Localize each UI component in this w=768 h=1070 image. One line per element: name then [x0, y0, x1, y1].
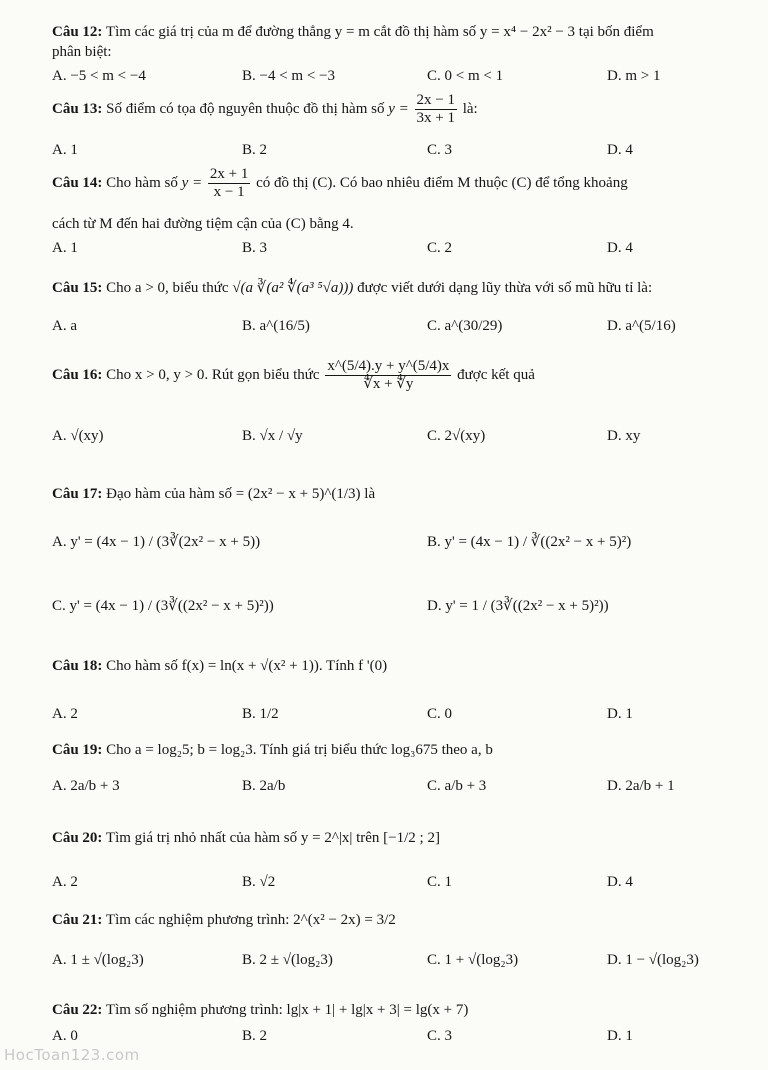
- option-b[interactable]: B. 3: [242, 240, 268, 256]
- options-14: [52, 240, 752, 262]
- question-number: Câu 14:: [52, 174, 103, 191]
- option-c[interactable]: C. y' = (4x − 1) / (3∛((2x² − x + 5)²)): [52, 598, 274, 614]
- options-16: [52, 428, 752, 450]
- question-13: Câu 13: Số điểm có tọa độ nguyên thuộc đồ thị hàm số y = $\frac{2x - 1}{3x + 1}$ là:: [52, 92, 478, 126]
- option-b[interactable]: B. 2: [242, 142, 268, 158]
- option-d[interactable]: D. 1 − √(log₂3): [607, 952, 699, 968]
- option-a[interactable]: A. −5 < m < −4: [52, 68, 146, 84]
- option-a[interactable]: A. 1 ± √(log₂3): [52, 952, 144, 968]
- fraction: [415, 92, 457, 127]
- question-stem-continued: cách từ M đến hai đường tiệm cận của (C) bằng 4.: [52, 216, 354, 232]
- options-15: [52, 318, 752, 340]
- question-stem: Cho x > 0, y > 0. Rút gọn biểu thức: [106, 366, 320, 383]
- question-number: Câu 17:: [52, 486, 103, 502]
- options-12: [52, 68, 752, 90]
- question-number: Câu 18:: [52, 658, 103, 674]
- question-stem: Tìm các giá trị của m để đường thẳng y = m cắt đồ thị hàm số y = x⁴ − 2x² − 3 tại bốn điểm: [105, 24, 654, 40]
- option-a[interactable]: A. 2: [52, 706, 78, 722]
- option-b[interactable]: B. √2: [242, 874, 276, 890]
- question-stem: Tìm giá trị nhỏ nhất của hàm số y = 2^|x| trên [−1/2 ; 2]: [105, 830, 440, 846]
- question-18: [52, 656, 738, 676]
- option-d[interactable]: D. 1: [607, 1028, 633, 1044]
- options-13: [52, 142, 752, 164]
- option-a[interactable]: A. 2: [52, 874, 78, 890]
- question-20: [52, 828, 738, 848]
- fraction: [208, 166, 250, 201]
- option-a[interactable]: A. 1: [52, 142, 78, 158]
- options-17-row-2: [52, 596, 752, 618]
- option-a[interactable]: A. y' = (4x − 1) / (3∛(2x² − x + 5)): [52, 534, 261, 550]
- option-d[interactable]: D. 2a/b + 1: [607, 778, 675, 794]
- option-d[interactable]: D. 4: [607, 874, 633, 890]
- option-d[interactable]: D. 4: [607, 142, 633, 158]
- fraction-denominator: ∜x + ∜y: [363, 376, 414, 392]
- question-14-line-2: [52, 214, 738, 234]
- option-a[interactable]: A. 0: [52, 1028, 78, 1044]
- question-stem: Cho hàm số f(x) = ln(x + √(x² + 1)). Tính f '(0): [106, 658, 388, 674]
- options-22: [52, 1028, 752, 1050]
- fraction-numerator: 2x + 1: [209, 166, 249, 182]
- options-19: [52, 778, 752, 800]
- question-21: [52, 910, 738, 930]
- option-b[interactable]: B. 2 ± √(log₂3): [242, 952, 333, 968]
- watermark: HocToan123.com: [4, 1046, 140, 1064]
- option-c[interactable]: C. 2√(xy): [427, 428, 486, 444]
- question-stem-mid: có đồ thị (C). Có bao nhiêu điểm M thuộc (C) để tổng khoảng: [256, 174, 628, 191]
- option-a[interactable]: A. 2a/b + 3: [52, 778, 120, 794]
- question-number: Câu 12:: [52, 24, 103, 40]
- option-d[interactable]: D. y' = 1 / (3∛((2x² − x + 5)²)): [427, 598, 609, 614]
- question-number: Câu 15:: [52, 280, 103, 296]
- option-c[interactable]: C. 3: [427, 142, 453, 158]
- question-stem: Cho hàm số: [106, 174, 178, 191]
- question-stem: Cho a = log₂5; b = log₂3. Tính giá trị biểu thức log₃675 theo a, b: [106, 742, 493, 758]
- option-d[interactable]: D. 4: [607, 240, 633, 256]
- fraction-numerator: x^(5/4).y + y^(5/4)x: [327, 358, 450, 374]
- options-21: [52, 952, 752, 974]
- question-22: [52, 1000, 738, 1020]
- fraction-denominator: 3x + 1: [416, 110, 455, 126]
- question-17: [52, 484, 738, 504]
- question-stem-end: được viết dưới dạng lũy thừa với số mũ hữu tỉ là:: [357, 280, 653, 296]
- option-a[interactable]: A. a: [52, 318, 77, 334]
- option-c[interactable]: C. 2: [427, 240, 453, 256]
- option-a[interactable]: A. 1: [52, 240, 78, 256]
- question-stem: Tìm số nghiệm phương trình: lg|x + 1| + lg|x + 3| = lg(x + 7): [105, 1002, 469, 1018]
- option-c[interactable]: C. a^(30/29): [427, 318, 503, 334]
- option-d[interactable]: D. 1: [607, 706, 633, 722]
- question-stem: Đạo hàm của hàm số = (2x² − x + 5)^(1/3) là: [106, 486, 376, 502]
- question-number: Câu 21:: [52, 912, 103, 928]
- fraction: [325, 358, 451, 393]
- question-stem-end: được kết quả: [457, 366, 535, 383]
- question-stem: Số điểm có tọa độ nguyên thuộc đồ thị hàm số: [106, 100, 385, 117]
- option-c[interactable]: C. 0: [427, 706, 453, 722]
- option-b[interactable]: B. 1/2: [242, 706, 279, 722]
- question-number: Câu 16:: [52, 366, 103, 383]
- option-d[interactable]: D. a^(5/16): [607, 318, 676, 334]
- option-b[interactable]: B. √x / √y: [242, 428, 303, 444]
- option-d[interactable]: D. m > 1: [607, 68, 661, 84]
- option-c[interactable]: C. 3: [427, 1028, 453, 1044]
- option-b[interactable]: B. 2: [242, 1028, 268, 1044]
- option-d[interactable]: D. xy: [607, 428, 641, 444]
- option-c[interactable]: C. 1: [427, 874, 453, 890]
- fraction-denominator: x − 1: [213, 184, 245, 200]
- question-14: Câu 14: Cho hàm số y = $\frac{2x + 1}{x - 1}$ có đồ thị (C). Có bao nhiêu điểm M thuộc (C) để tổng khoảng: [52, 166, 628, 200]
- radical-expression: √(a ∛(a² ∜(a³ ⁵√a))): [232, 280, 354, 296]
- question-number: Câu 22:: [52, 1002, 103, 1018]
- question-number: Câu 20:: [52, 830, 103, 846]
- option-b[interactable]: B. y' = (4x − 1) / ∛((2x² − x + 5)²): [427, 534, 632, 550]
- option-a[interactable]: A. √(xy): [52, 428, 104, 444]
- question-stem: Tìm các nghiệm phương trình: 2^(x² − 2x) = 3/2: [105, 912, 396, 928]
- option-b[interactable]: B. −4 < m < −3: [242, 68, 336, 84]
- option-b[interactable]: B. a^(16/5): [242, 318, 310, 334]
- options-17-row-1: [52, 532, 752, 554]
- question-stem-continued: phân biệt:: [52, 44, 112, 60]
- options-20: [52, 874, 752, 896]
- option-c[interactable]: C. 0 < m < 1: [427, 68, 504, 84]
- question-number: Câu 13:: [52, 100, 103, 117]
- question-stem-end: là:: [462, 100, 478, 117]
- option-b[interactable]: B. 2a/b: [242, 778, 286, 794]
- question-16: [52, 358, 738, 393]
- option-c[interactable]: C. a/b + 3: [427, 778, 487, 794]
- option-c[interactable]: C. 1 + √(log₂3): [427, 952, 519, 968]
- question-15: [52, 278, 738, 298]
- fraction-numerator: 2x − 1: [416, 92, 455, 108]
- question-12: [52, 22, 738, 62]
- options-18: [52, 706, 752, 728]
- question-number: Câu 19:: [52, 742, 103, 758]
- question-stem: Cho a > 0, biểu thức: [106, 280, 229, 296]
- question-19: [52, 740, 738, 760]
